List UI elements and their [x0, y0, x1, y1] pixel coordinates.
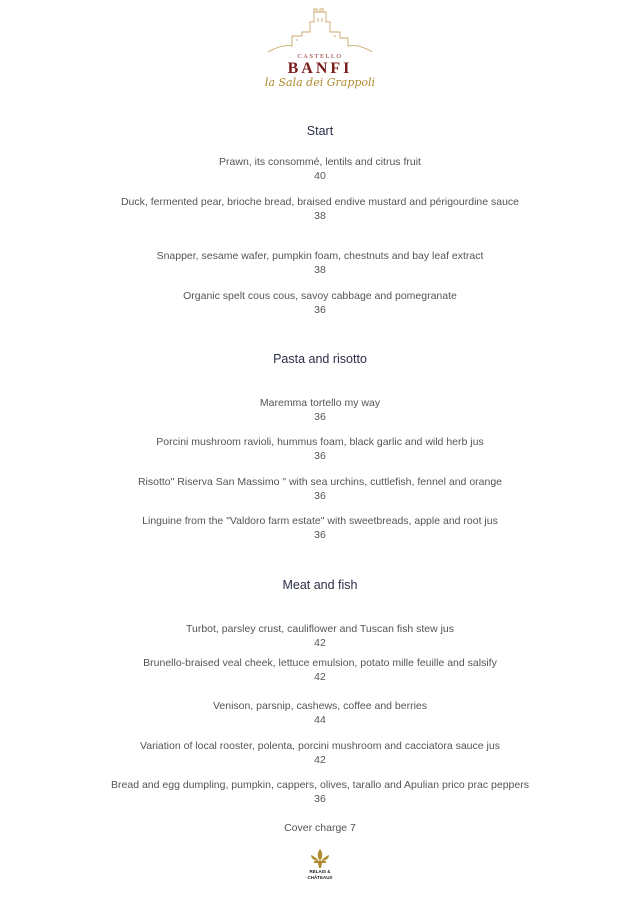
dish-name: Maremma tortello my way	[259, 397, 381, 409]
menu-item	[95, 514, 545, 542]
menu-item	[95, 656, 545, 684]
dish-name: Porcini mushroom ravioli, hummus foam, black garlic and wild herb jus	[156, 436, 484, 448]
dish-price: 36	[314, 529, 326, 541]
menu-item	[95, 699, 545, 727]
brand-banfi: BANFI	[287, 60, 353, 77]
menu-item	[95, 195, 545, 223]
dish-price: 44	[314, 714, 326, 726]
fleur-de-lis-icon	[300, 848, 340, 870]
dish-price: 36	[314, 490, 326, 502]
dish-price: 36	[314, 304, 326, 316]
dish-name: Organic spelt cous cous, savoy cabbage and pomegranate	[183, 290, 457, 302]
dish-price: 40	[314, 170, 326, 182]
dish-price: 42	[314, 754, 326, 766]
dish-price: 38	[314, 210, 326, 222]
dish-price: 42	[314, 637, 326, 649]
restaurant-name: la Sala dei Grappoli	[264, 76, 376, 89]
dish-name: Risotto" Riserva San Massimo " with sea urchins, cuttlefish, fennel and orange	[137, 476, 503, 488]
menu-item	[95, 435, 545, 463]
dish-price: 38	[314, 264, 326, 276]
menu-item	[95, 249, 545, 277]
dish-name: Prawn, its consommé, lentils and citrus fruit	[219, 156, 421, 168]
dish-name: Duck, fermented pear, brioche bread, braised endive mustard and périgourdine sauce	[120, 196, 520, 208]
dish-name: Linguine from the "Valdoro farm estate" with sweetbreads, apple and root jus	[142, 515, 498, 527]
relais-chateaux-badge	[300, 848, 340, 888]
badge-line-2: CHÂTEAUX	[307, 874, 333, 880]
dish-price: 36	[314, 411, 326, 423]
menu-item	[95, 475, 545, 503]
dish-price: 36	[314, 793, 326, 805]
castle-outline-icon	[262, 8, 378, 58]
dish-name: Bread and egg dumpling, pumpkin, cappers, olives, tarallo and Apulian prico prac peppers	[111, 779, 529, 791]
dish-name: Brunello-braised veal cheek, lettuce emulsion, potato mille feuille and salsify	[143, 657, 497, 669]
section-title-meat-and-fish: Meat and fish	[282, 578, 358, 592]
brand-castello: CASTELLO	[297, 53, 343, 60]
menu-item	[95, 396, 545, 424]
menu-item	[70, 778, 570, 806]
cover-charge: Cover charge 7	[284, 822, 356, 834]
menu-item	[95, 289, 545, 317]
menu-item	[95, 155, 545, 183]
dish-name: Venison, parsnip, cashews, coffee and berries	[212, 700, 428, 712]
dish-price: 42	[314, 671, 326, 683]
dish-name: Snapper, sesame wafer, pumpkin foam, chestnuts and bay leaf extract	[156, 250, 484, 262]
section-title-start: Start	[306, 124, 334, 138]
dish-price: 36	[314, 450, 326, 462]
menu-item	[95, 622, 545, 650]
menu-item	[95, 739, 545, 767]
badge-line-1: RELAIS &	[309, 869, 331, 874]
section-title-pasta-and-risotto: Pasta and risotto	[273, 352, 367, 366]
dish-name: Turbot, parsley crust, cauliflower and Tuscan fish stew jus	[185, 623, 455, 635]
castello-banfi-logo	[262, 8, 378, 92]
dish-name: Variation of local rooster, polenta, porcini mushroom and cacciatora sauce jus	[140, 740, 500, 752]
